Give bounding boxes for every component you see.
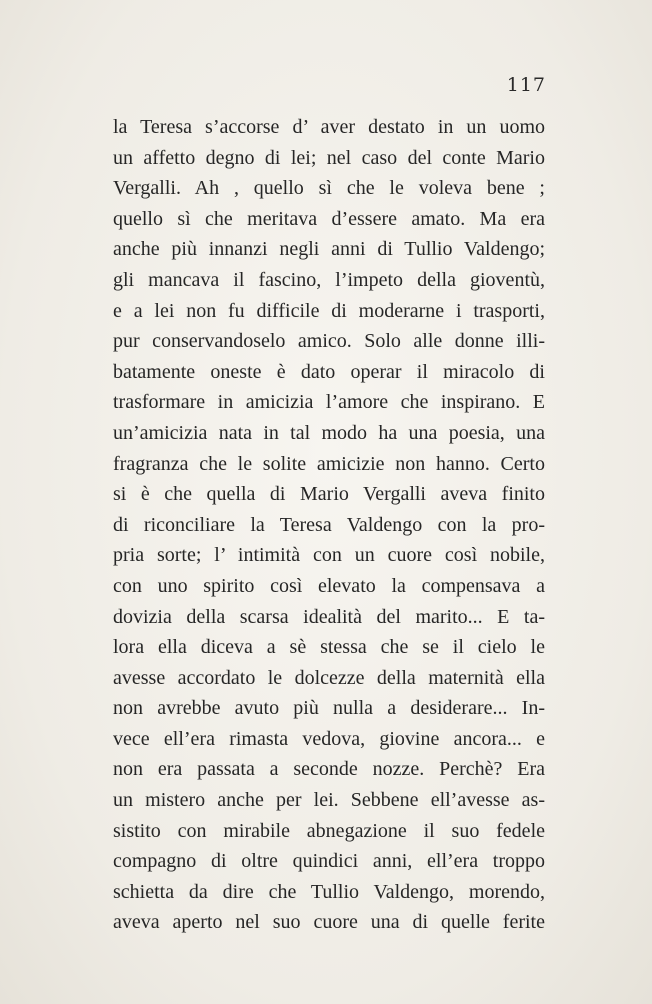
text-line: fragranza che le solite amicizie non hanno. Certo (113, 452, 545, 475)
text-line: con uno spirito così elevato la compensava a (113, 574, 545, 597)
text-line: schietta da dire che Tullio Valdengo, morendo, (113, 880, 545, 903)
text-line: compagno di oltre quindici anni, ell’era troppo (113, 850, 545, 873)
text-line: di riconciliare la Teresa Valdengo con la pro- (113, 513, 545, 536)
text-line: non avrebbe avuto più nulla a desiderare... In- (113, 697, 545, 720)
text-line: pur conservandoselo amico. Solo alle donne illi- (113, 330, 545, 353)
text-line: Vergalli. Ah , quello sì che le voleva bene ; (113, 177, 545, 200)
text-line: avesse accordato le dolcezze della maternità ella (113, 666, 545, 689)
text-line: anche più innanzi negli anni di Tullio Valdengo; (113, 238, 545, 261)
text-line: gli mancava il fascino, l’impeto della gioventù, (113, 268, 545, 291)
text-line: e a lei non fu difficile di moderarne i trasporti, (113, 299, 545, 322)
body-text (113, 112, 545, 938)
text-line: trasformare in amicizia l’amore che inspirano. E (113, 391, 545, 414)
text-line: quello sì che meritava d’essere amato. Ma era (113, 207, 545, 230)
text-line: pria sorte; l’ intimità con un cuore così nobile, (113, 544, 545, 567)
text-line: si è che quella di Mario Vergalli aveva finito (113, 483, 545, 506)
text-line: dovizia della scarsa idealità del marito... E ta- (113, 605, 545, 628)
text-line: aveva aperto nel suo cuore una di quelle ferite (113, 911, 545, 934)
text-line: un’amicizia nata in tal modo ha una poesia, una (113, 421, 545, 444)
text-line: lora ella diceva a sè stessa che se il cielo le (113, 636, 545, 659)
page-number: 117 (506, 74, 546, 96)
text-line: vece ell’era rimasta vedova, giovine ancora... e (113, 727, 545, 750)
text-line: non era passata a seconde nozze. Perchè? Era (113, 758, 545, 781)
text-line: un mistero anche per lei. Sebbene ell’avesse as- (113, 789, 545, 812)
text-line: un affetto degno di lei; nel caso del conte Mario (113, 146, 545, 169)
text-line: sistito con mirabile abnegazione il suo fedele (113, 819, 545, 842)
text-line: la Teresa s’accorse d’ aver destato in un uomo (113, 116, 545, 138)
text-line: batamente oneste è dato operar il miracolo di (113, 360, 545, 383)
